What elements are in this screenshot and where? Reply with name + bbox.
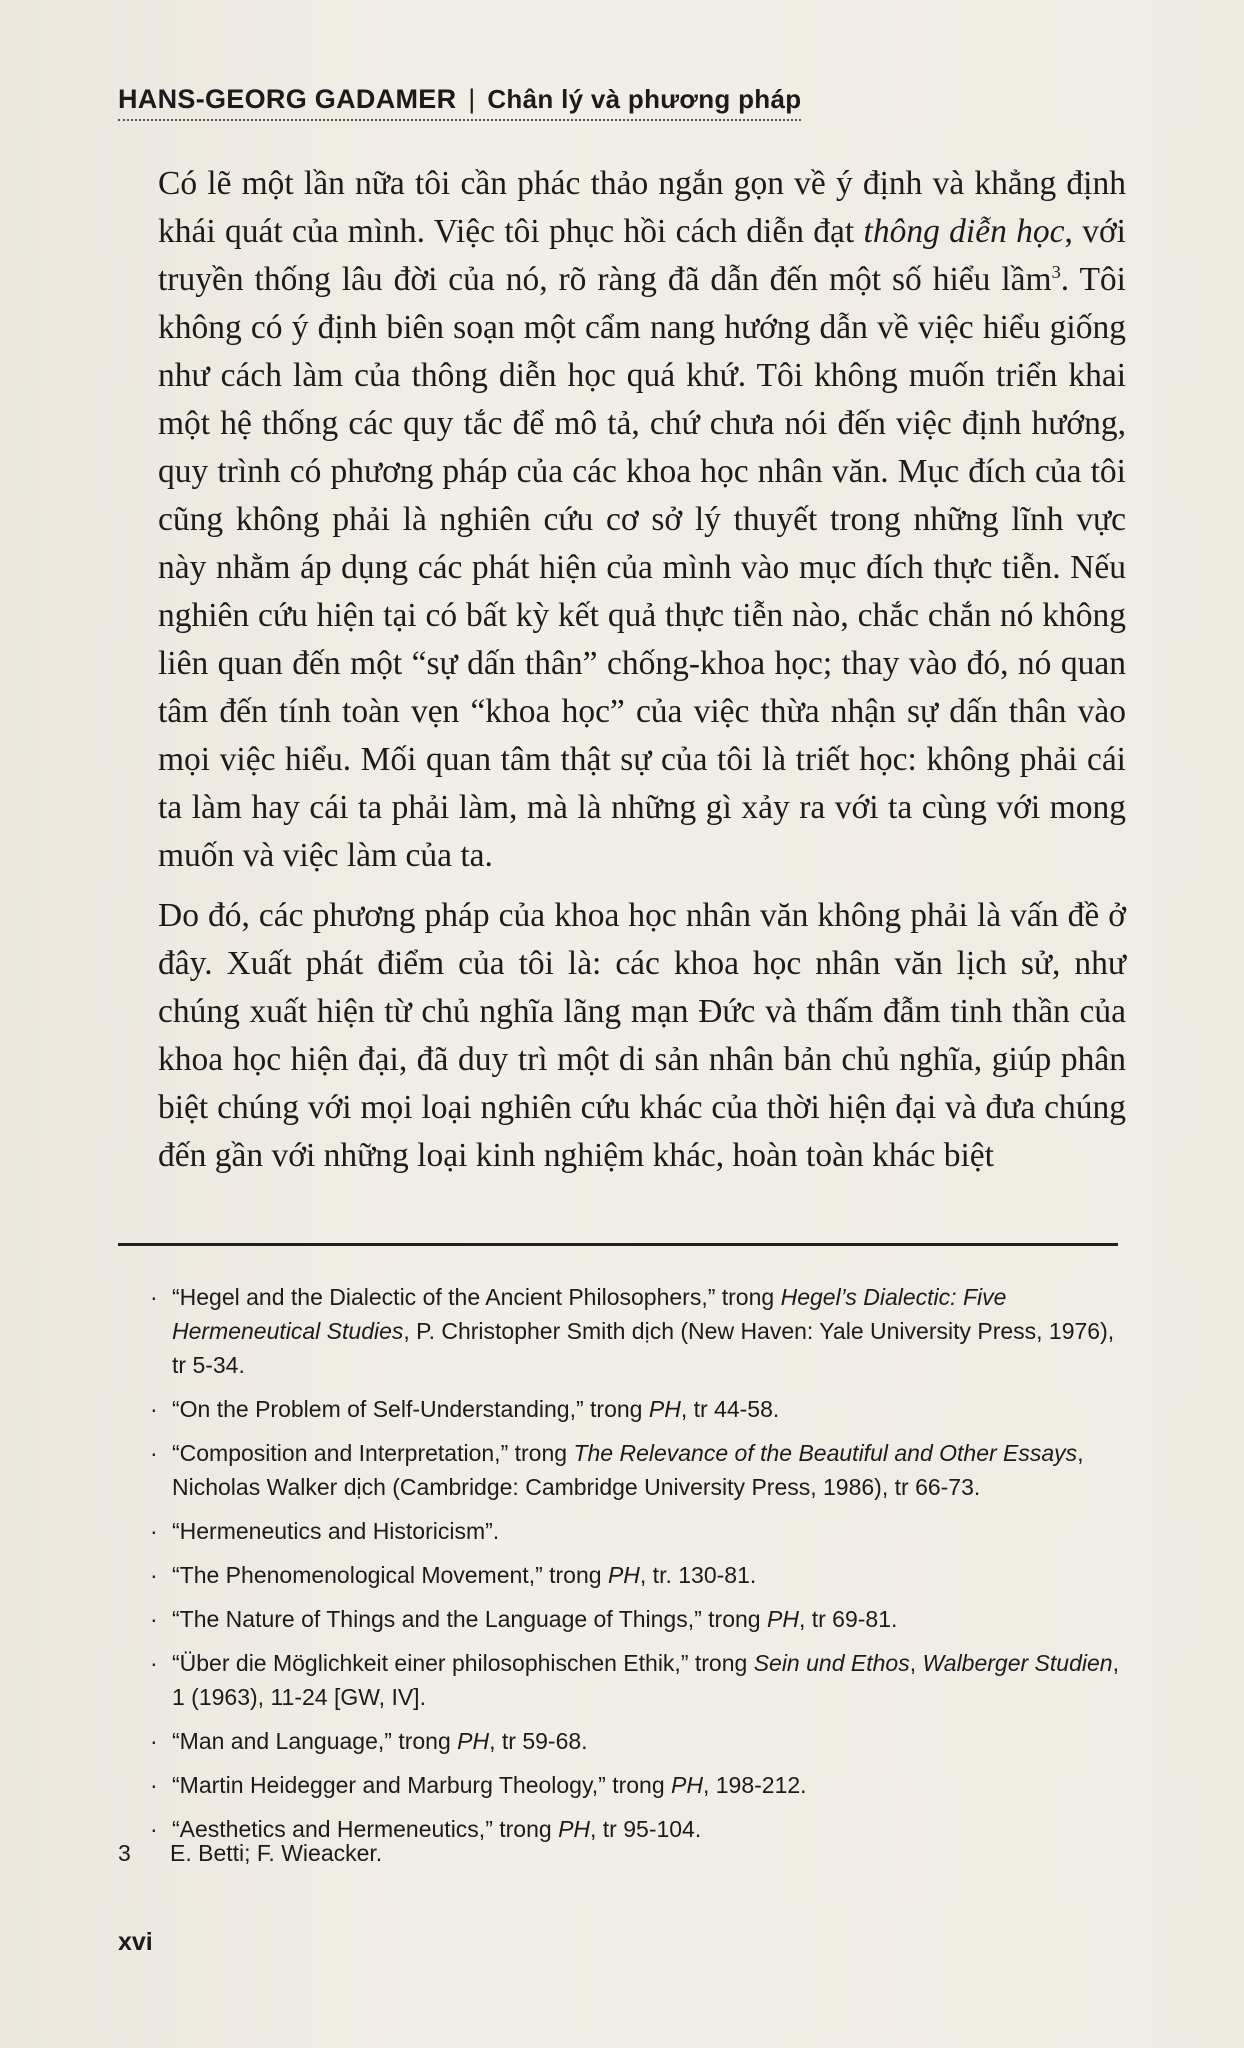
header-separator: | xyxy=(468,84,476,114)
text-run: Có lẽ một lần nữa tôi cần phác thảo ngắn gọn về ý định và khẳng định khái quát của mình. Việc tôi phục hồi cách diễn đạt xyxy=(158,165,1126,250)
footnote-run: Sein und Ethos xyxy=(753,1650,910,1676)
footnote-run: “Composition and Interpretation,” trong xyxy=(172,1440,574,1466)
text-run: . Tôi không có ý định biên soạn một cẩm nang hướng dẫn về việc hiểu giống như cách làm của thông diễn học quá khứ. Tôi không muốn triển khai một hệ thống các quy tắc để mô tả, chứ chưa nói đến việc định hướng, quy trình có phương pháp của các khoa học nhân văn. Mục đích của tôi cũng không phải là nghiên cứu cơ sở lý thuyết trong những lĩnh vực này nhằm áp dụng các phát hiện của mình vào mục đích thực tiễn. Nếu nghiên cứu hiện tại có bất kỳ kết quả thực tiễn nào, chắc chắn nó không liên quan đến một “sự dấn thân” chống-khoa học; thay vào đó, nó quan tâm đến tính toàn vẹn “khoa học” của việc thừa nhận sự dấn thân vào mọi việc hiểu. Mối quan tâm thật sự của tôi là triết học: không phải cái ta làm hay cái ta phải làm, mà là những gì xảy ra với ta cùng với mong muốn và việc làm của ta. xyxy=(158,261,1126,874)
footnote-run: , xyxy=(909,1650,923,1676)
footnote-run: , tr 69-81. xyxy=(798,1606,898,1632)
footnote-item xyxy=(150,1602,1130,1636)
main-text xyxy=(158,160,1126,1180)
text-run: , với truyền thống lâu đời của nó, rõ ràng đã dẫn đến một số hiểu lầm xyxy=(158,213,1126,298)
footnote-list xyxy=(150,1280,1130,1856)
footnote-run: The Relevance of the Beautiful and Other Essays xyxy=(573,1440,1078,1466)
footnote-run: , Nicholas Walker dịch (Cambridge: Cambridge University Press, 1986), tr 66-73. xyxy=(172,1440,1084,1500)
footnote-item xyxy=(150,1768,1130,1802)
bullet-dot: · xyxy=(150,1396,158,1422)
footnote-run: , tr. 130-81. xyxy=(639,1562,757,1588)
body-paragraph xyxy=(158,892,1126,1180)
footnote-item xyxy=(150,1436,1130,1504)
text-run: 3 xyxy=(1051,261,1061,282)
footnote-run: PH xyxy=(648,1396,681,1422)
footnote-run: Hegel’s Dialectic: Five Hermeneutical Studies xyxy=(172,1284,1007,1344)
footnote-item xyxy=(150,1514,1130,1548)
bullet-dot: · xyxy=(150,1518,158,1544)
footnote-run: , tr 59-68. xyxy=(489,1728,588,1754)
footnote-run: “Über die Möglichkeit einer philosophischen Ethik,” trong xyxy=(172,1650,754,1676)
text-run: thông diễn học xyxy=(863,213,1065,250)
footnote-item xyxy=(150,1724,1130,1758)
footnote-run: “The Nature of Things and the Language of Things,” trong xyxy=(172,1606,767,1632)
footnote-run: PH xyxy=(558,1816,591,1842)
page-number: xvi xyxy=(118,1928,153,1956)
footnote-run: “Hermeneutics and Historicism”. xyxy=(172,1518,500,1544)
footnote-run: , P. Christopher Smith dịch (New Haven: Yale University Press, 1976), tr 5-34. xyxy=(172,1318,1115,1378)
numbered-footnote xyxy=(118,1836,382,1870)
footnote-run: , 1 (1963), 11-24 [GW, IV]. xyxy=(172,1650,1119,1710)
footnote-item xyxy=(150,1392,1130,1426)
footnote-item xyxy=(150,1646,1130,1714)
footnote-run: PH xyxy=(671,1772,703,1798)
footnote-run: Walberger Studien xyxy=(922,1650,1113,1676)
bullet-dot: · xyxy=(150,1440,158,1466)
footnote-run: , tr 44-58. xyxy=(680,1396,780,1422)
footnote-run: PH xyxy=(607,1562,640,1588)
bullet-dot: · xyxy=(150,1650,158,1676)
bullet-dot: · xyxy=(150,1728,158,1754)
bullet-dot: · xyxy=(150,1284,158,1310)
footnote-number: 3 xyxy=(118,1840,131,1866)
footnote-item xyxy=(150,1280,1130,1382)
footnote-run: “Aesthetics and Hermeneutics,” trong xyxy=(172,1816,559,1842)
footnote-run: “On the Problem of Self-Understanding,” trong xyxy=(172,1396,649,1422)
text-run: Do đó, các phương pháp của khoa học nhân văn không phải là vấn đề ở đây. Xuất phát điểm của tôi là: các khoa học nhân văn lịch sử, như chúng xuất hiện từ chủ nghĩa lãng mạn Đức và thấm đẫm tinh thần của khoa học hiện đại, đã duy trì một di sản nhân bản chủ nghĩa, giúp phân biệt chúng với mọi loại nghiên cứu khác của thời hiện đại và đưa chúng đến gần với những loại kinh nghiệm khác, hoàn toàn khác biệt xyxy=(158,897,1126,1174)
footnote-run: “Man and Language,” trong xyxy=(172,1728,458,1754)
bullet-dot: · xyxy=(150,1816,158,1842)
bullet-dot: · xyxy=(150,1562,158,1588)
footnote-run: PH xyxy=(766,1606,799,1632)
bullet-dot: · xyxy=(150,1606,158,1632)
footnote-text: E. Betti; F. Wieacker. xyxy=(170,1840,383,1866)
footnote-run: , 198-212. xyxy=(702,1772,807,1798)
body-paragraph xyxy=(158,160,1126,880)
footnote-run: PH xyxy=(457,1728,490,1754)
header-book-title: Chân lý và phương pháp xyxy=(487,84,802,114)
footnote-item xyxy=(150,1558,1130,1592)
footnote-run: “The Phenomenological Movement,” trong xyxy=(172,1562,608,1588)
footnote-run: “Martin Heidegger and Marburg Theology,” trong xyxy=(172,1772,672,1798)
footnote-run: , tr 95-104. xyxy=(590,1816,702,1842)
running-header xyxy=(118,84,801,121)
footnote-divider xyxy=(118,1243,1118,1246)
footnote-run: “Hegel and the Dialectic of the Ancient Philosophers,” trong xyxy=(172,1284,781,1310)
header-author: HANS-GEORG GADAMER xyxy=(118,84,457,114)
bullet-dot: · xyxy=(150,1772,158,1798)
